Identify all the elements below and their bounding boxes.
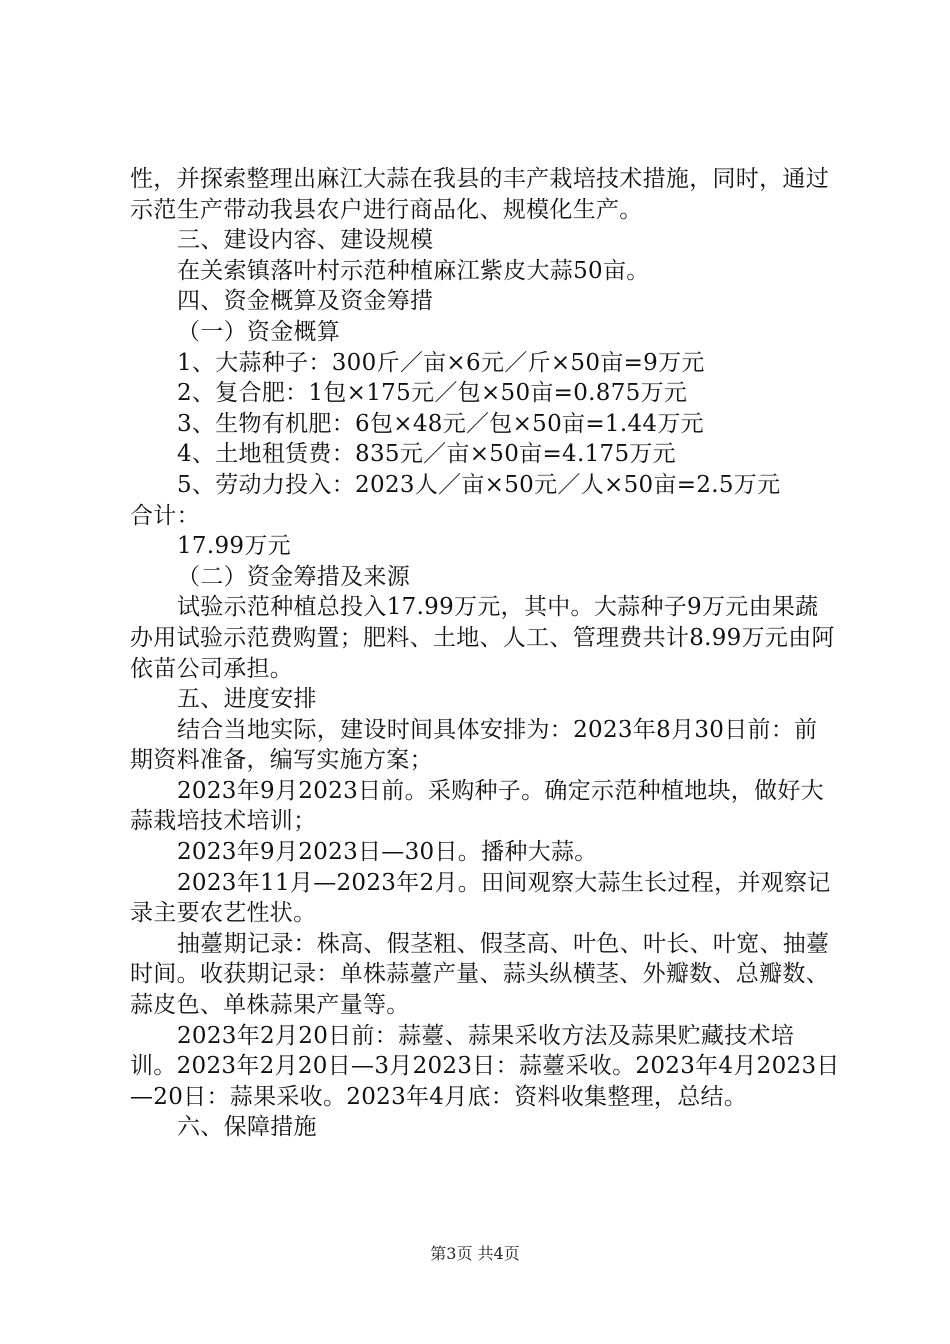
paragraph: 四、资金概算及资金筹措 [177, 288, 434, 315]
paragraph: 五、进度安排 [177, 686, 317, 713]
paragraph: 17.99万元 [177, 533, 291, 560]
paragraph: （二）资金筹措及来源 [177, 563, 410, 590]
paragraph: 在关索镇落叶村示范种植麻江紫皮大蒜50亩。 [177, 257, 650, 284]
paragraph: 试验示范种植总投入17.99万元，其中。大蒜种子9万元由果蔬办用试验示范费购置；肥料、土地、人工、管理费共计8.99万元由阿依苗公司承担。 [130, 594, 835, 682]
paragraph: 2023年9月2023日前。采购种子。确定示范种植地块，做好大蒜栽培技术培训； [130, 777, 824, 835]
paragraph: 2023年2月20日前：蒜薹、蒜果采收方法及蒜果贮藏技术培训。2023年2月20日—3月2023日：蒜薹采收。2023年4月2023日—20日：蒜果采收。2023年4月底：资料收集整理，总结。 [130, 1022, 840, 1110]
paragraph: （一）资金概算 [177, 318, 341, 345]
paragraph: 1、大蒜种子：300斤／亩×6元／斤×50亩=9万元 [177, 349, 705, 376]
document-body [130, 164, 840, 1143]
paragraph: 2023年11月—2023年2月。田间观察大蒜生长过程，并观察记录主要农艺性状。 [130, 869, 831, 927]
paragraph: 2023年9月2023日—30日。播种大蒜。 [177, 839, 598, 866]
page-footer: 第3页 共4页 [430, 1244, 520, 1263]
paragraph: 抽薹期记录：株高、假茎粗、假茎高、叶色、叶长、叶宽、抽薹时间。收获期记录：单株蒜薹产量、蒜头纵横茎、外瓣数、总瓣数、蒜皮色、单株蒜果产量等。 [130, 930, 830, 1019]
paragraph: 合计： [130, 502, 200, 529]
paragraph: 六、保障措施 [177, 1114, 317, 1141]
paragraph: 4、土地租赁费：835元／亩×50亩=4.175万元 [177, 441, 676, 468]
paragraph: 性，并探索整理出麻江大蒜在我县的丰产栽培技术措施，同时，通过示范生产带动我县农户进行商品化、规模化生产。 [130, 166, 829, 223]
paragraph: 5、劳动力投入：2023人／亩×50元／人×50亩=2.5万元 [177, 471, 781, 498]
paragraph: 结合当地实际，建设时间具体安排为：2023年8月30日前：前期资料准备，编写实施方案； [130, 716, 818, 774]
paragraph: 2、复合肥：1包×175元／包×50亩=0.875万元 [177, 380, 688, 407]
paragraph: 3、生物有机肥：6包×48元／包×50亩=1.44万元 [177, 410, 704, 437]
paragraph: 三、建设内容、建设规模 [177, 227, 434, 254]
